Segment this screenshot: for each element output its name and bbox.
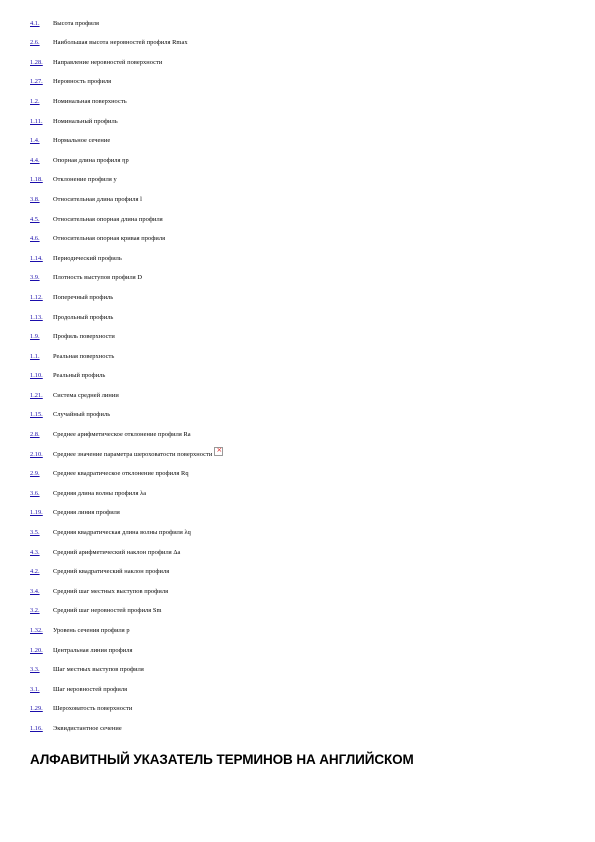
clause-number-link[interactable]: 1.10. xyxy=(30,372,43,380)
index-entry xyxy=(0,582,595,602)
index-entry xyxy=(0,347,595,367)
index-entry xyxy=(0,445,595,465)
index-entry xyxy=(0,269,595,289)
index-entry xyxy=(0,308,595,328)
term-text: Шаг неровностей профиля xyxy=(53,685,128,693)
term-text: Среднее квадратическое отклонение профиля Rq xyxy=(53,470,189,478)
clause-number-link[interactable]: 3.1. xyxy=(30,685,40,693)
clause-number-link[interactable]: 4.5. xyxy=(30,215,40,223)
term-text: Номинальный профиль xyxy=(53,117,118,125)
clause-number-link[interactable]: 4.2. xyxy=(30,568,40,576)
term-text: Продольный профиль xyxy=(53,313,114,321)
clause-number-link[interactable]: 1.18. xyxy=(30,176,43,184)
term-text: Относительная опорная кривая профиля xyxy=(53,235,166,243)
clause-number-link[interactable]: 1.32. xyxy=(30,627,43,634)
clause-number-link[interactable]: 1.20. xyxy=(30,646,43,654)
term-text: Средняя линия профиля xyxy=(53,509,120,517)
term-text: Реальная поверхность xyxy=(53,352,115,360)
term-text: Случайный профиль xyxy=(53,411,111,419)
term-text: Средняя длина волны профиля λa xyxy=(53,489,147,497)
term-text: Шероховатость поверхности xyxy=(53,705,133,713)
index-entry xyxy=(0,151,595,171)
term-text: Средний шаг неровностей профиля Sm xyxy=(53,607,162,615)
clause-number-link[interactable]: 1.14. xyxy=(30,254,43,262)
index-entry xyxy=(0,112,595,132)
index-entry xyxy=(0,367,595,387)
term-index-list xyxy=(0,14,595,739)
index-entry xyxy=(0,680,595,700)
term-text: Уровень сечения профиля p xyxy=(53,627,130,634)
index-entry xyxy=(0,190,595,210)
index-entry xyxy=(0,406,595,426)
index-entry xyxy=(0,425,595,445)
index-entry xyxy=(0,132,595,152)
index-entry xyxy=(0,210,595,230)
clause-number-link[interactable]: 2.6. xyxy=(30,39,40,47)
index-entry xyxy=(0,700,595,720)
term-text: Система средней линии xyxy=(53,391,119,399)
clause-number-link[interactable]: 1.9. xyxy=(30,333,40,341)
clause-number-link[interactable]: 1.29. xyxy=(30,705,43,713)
index-entry xyxy=(0,34,595,54)
index-entry xyxy=(0,328,595,348)
clause-number-link[interactable]: 3.9. xyxy=(30,274,40,282)
clause-number-link[interactable]: 4.3. xyxy=(30,548,40,556)
clause-number-link[interactable]: 3.4. xyxy=(30,587,40,595)
term-text: Периодический профиль xyxy=(53,254,122,262)
clause-number-link[interactable]: 4.4. xyxy=(30,156,40,164)
term-text: Неровность профиля xyxy=(53,78,112,86)
clause-number-link[interactable]: 1.27. xyxy=(30,78,43,86)
clause-number-link[interactable]: 3.8. xyxy=(30,195,40,203)
index-entry xyxy=(0,523,595,543)
term-text: Среднее значение параметра шероховатости поверхности xyxy=(53,450,213,458)
index-entry xyxy=(0,484,595,504)
term-text: Среднее арифметическое отклонение профиля Ra xyxy=(53,431,191,439)
term-text: Реальный профиль xyxy=(53,372,106,380)
clause-number-link[interactable]: 4.6. xyxy=(30,235,40,243)
index-entry xyxy=(0,641,595,661)
term-text: Шаг местных выступов профиля xyxy=(53,666,144,674)
index-entry xyxy=(0,465,595,485)
index-entry xyxy=(0,171,595,191)
index-entry xyxy=(0,92,595,112)
clause-number-link[interactable]: 1.12. xyxy=(30,293,43,301)
index-entry xyxy=(0,661,595,681)
clause-number-link[interactable]: 1.11. xyxy=(30,117,43,125)
term-text: Нормальное сечение xyxy=(53,137,111,145)
clause-number-link[interactable]: 3.2. xyxy=(30,607,40,615)
term-text: Поперечный профиль xyxy=(53,293,114,301)
clause-number-link[interactable]: 4.1. xyxy=(30,19,40,27)
clause-number-link[interactable]: 3.6. xyxy=(30,489,40,497)
index-entry xyxy=(0,53,595,73)
index-entry xyxy=(0,288,595,308)
term-text: Профиль поверхности xyxy=(53,333,115,341)
index-entry xyxy=(0,602,595,622)
section-heading: АЛФАВИТНЫЙ УКАЗАТЕЛЬ ТЕРМИНОВ НА АНГЛИЙСКОМ xyxy=(30,752,414,767)
clause-number-link[interactable]: 1.15. xyxy=(30,411,43,419)
index-entry xyxy=(0,230,595,250)
term-text: Наибольшая высота неровностей профиля Rmax xyxy=(53,39,188,47)
term-text: Номинальная поверхность xyxy=(53,97,127,105)
index-entry xyxy=(0,621,595,641)
index-entry xyxy=(0,563,595,583)
clause-number-link[interactable]: 3.5. xyxy=(30,529,40,537)
index-entry xyxy=(0,543,595,563)
clause-number-link[interactable]: 2.8. xyxy=(30,431,40,439)
clause-number-link[interactable]: 1.13. xyxy=(30,313,43,321)
clause-number-link[interactable]: 1.28. xyxy=(30,58,43,66)
term-text: Относительная опорная длина профиля xyxy=(53,215,163,223)
term-text: Относительная длина профиля l xyxy=(53,195,143,203)
term-text: Опорная длина профиля ηp xyxy=(53,156,129,164)
clause-number-link[interactable]: 1.2. xyxy=(30,97,40,105)
term-text: Средний шаг местных выступов профиля xyxy=(53,587,169,595)
clause-number-link[interactable]: 3.3. xyxy=(30,666,40,674)
term-text: Центральная линия профиля xyxy=(53,646,133,654)
clause-number-link[interactable]: 2.10. xyxy=(30,450,43,458)
clause-number-link[interactable]: 1.4. xyxy=(30,137,40,145)
term-text: Высота профиля xyxy=(53,19,100,27)
broken-image-icon xyxy=(214,447,223,456)
clause-number-link[interactable]: 1.1. xyxy=(30,352,40,360)
index-entry xyxy=(0,719,595,739)
index-entry xyxy=(0,386,595,406)
index-entry xyxy=(0,504,595,524)
term-text: Средний арифметический наклон профиля Δa xyxy=(53,548,181,556)
clause-number-link[interactable]: 1.21. xyxy=(30,391,43,399)
term-text: Плотность выступов профиля D xyxy=(53,274,143,282)
term-text: Эквидистантное сечение xyxy=(53,724,122,732)
clause-number-link[interactable]: 2.9. xyxy=(30,470,40,478)
term-text: Средняя квадратическая длина волны профиля λq xyxy=(53,529,191,537)
term-text: Направление неровностей поверхности xyxy=(53,58,163,66)
clause-number-link[interactable]: 1.19. xyxy=(30,509,43,517)
index-entry xyxy=(0,14,595,34)
clause-number-link[interactable]: 1.16. xyxy=(30,724,43,732)
term-text: Средний квадратический наклон профиля xyxy=(53,568,170,576)
index-entry xyxy=(0,249,595,269)
index-entry xyxy=(0,73,595,93)
term-text: Отклонение профиля y xyxy=(53,176,117,184)
